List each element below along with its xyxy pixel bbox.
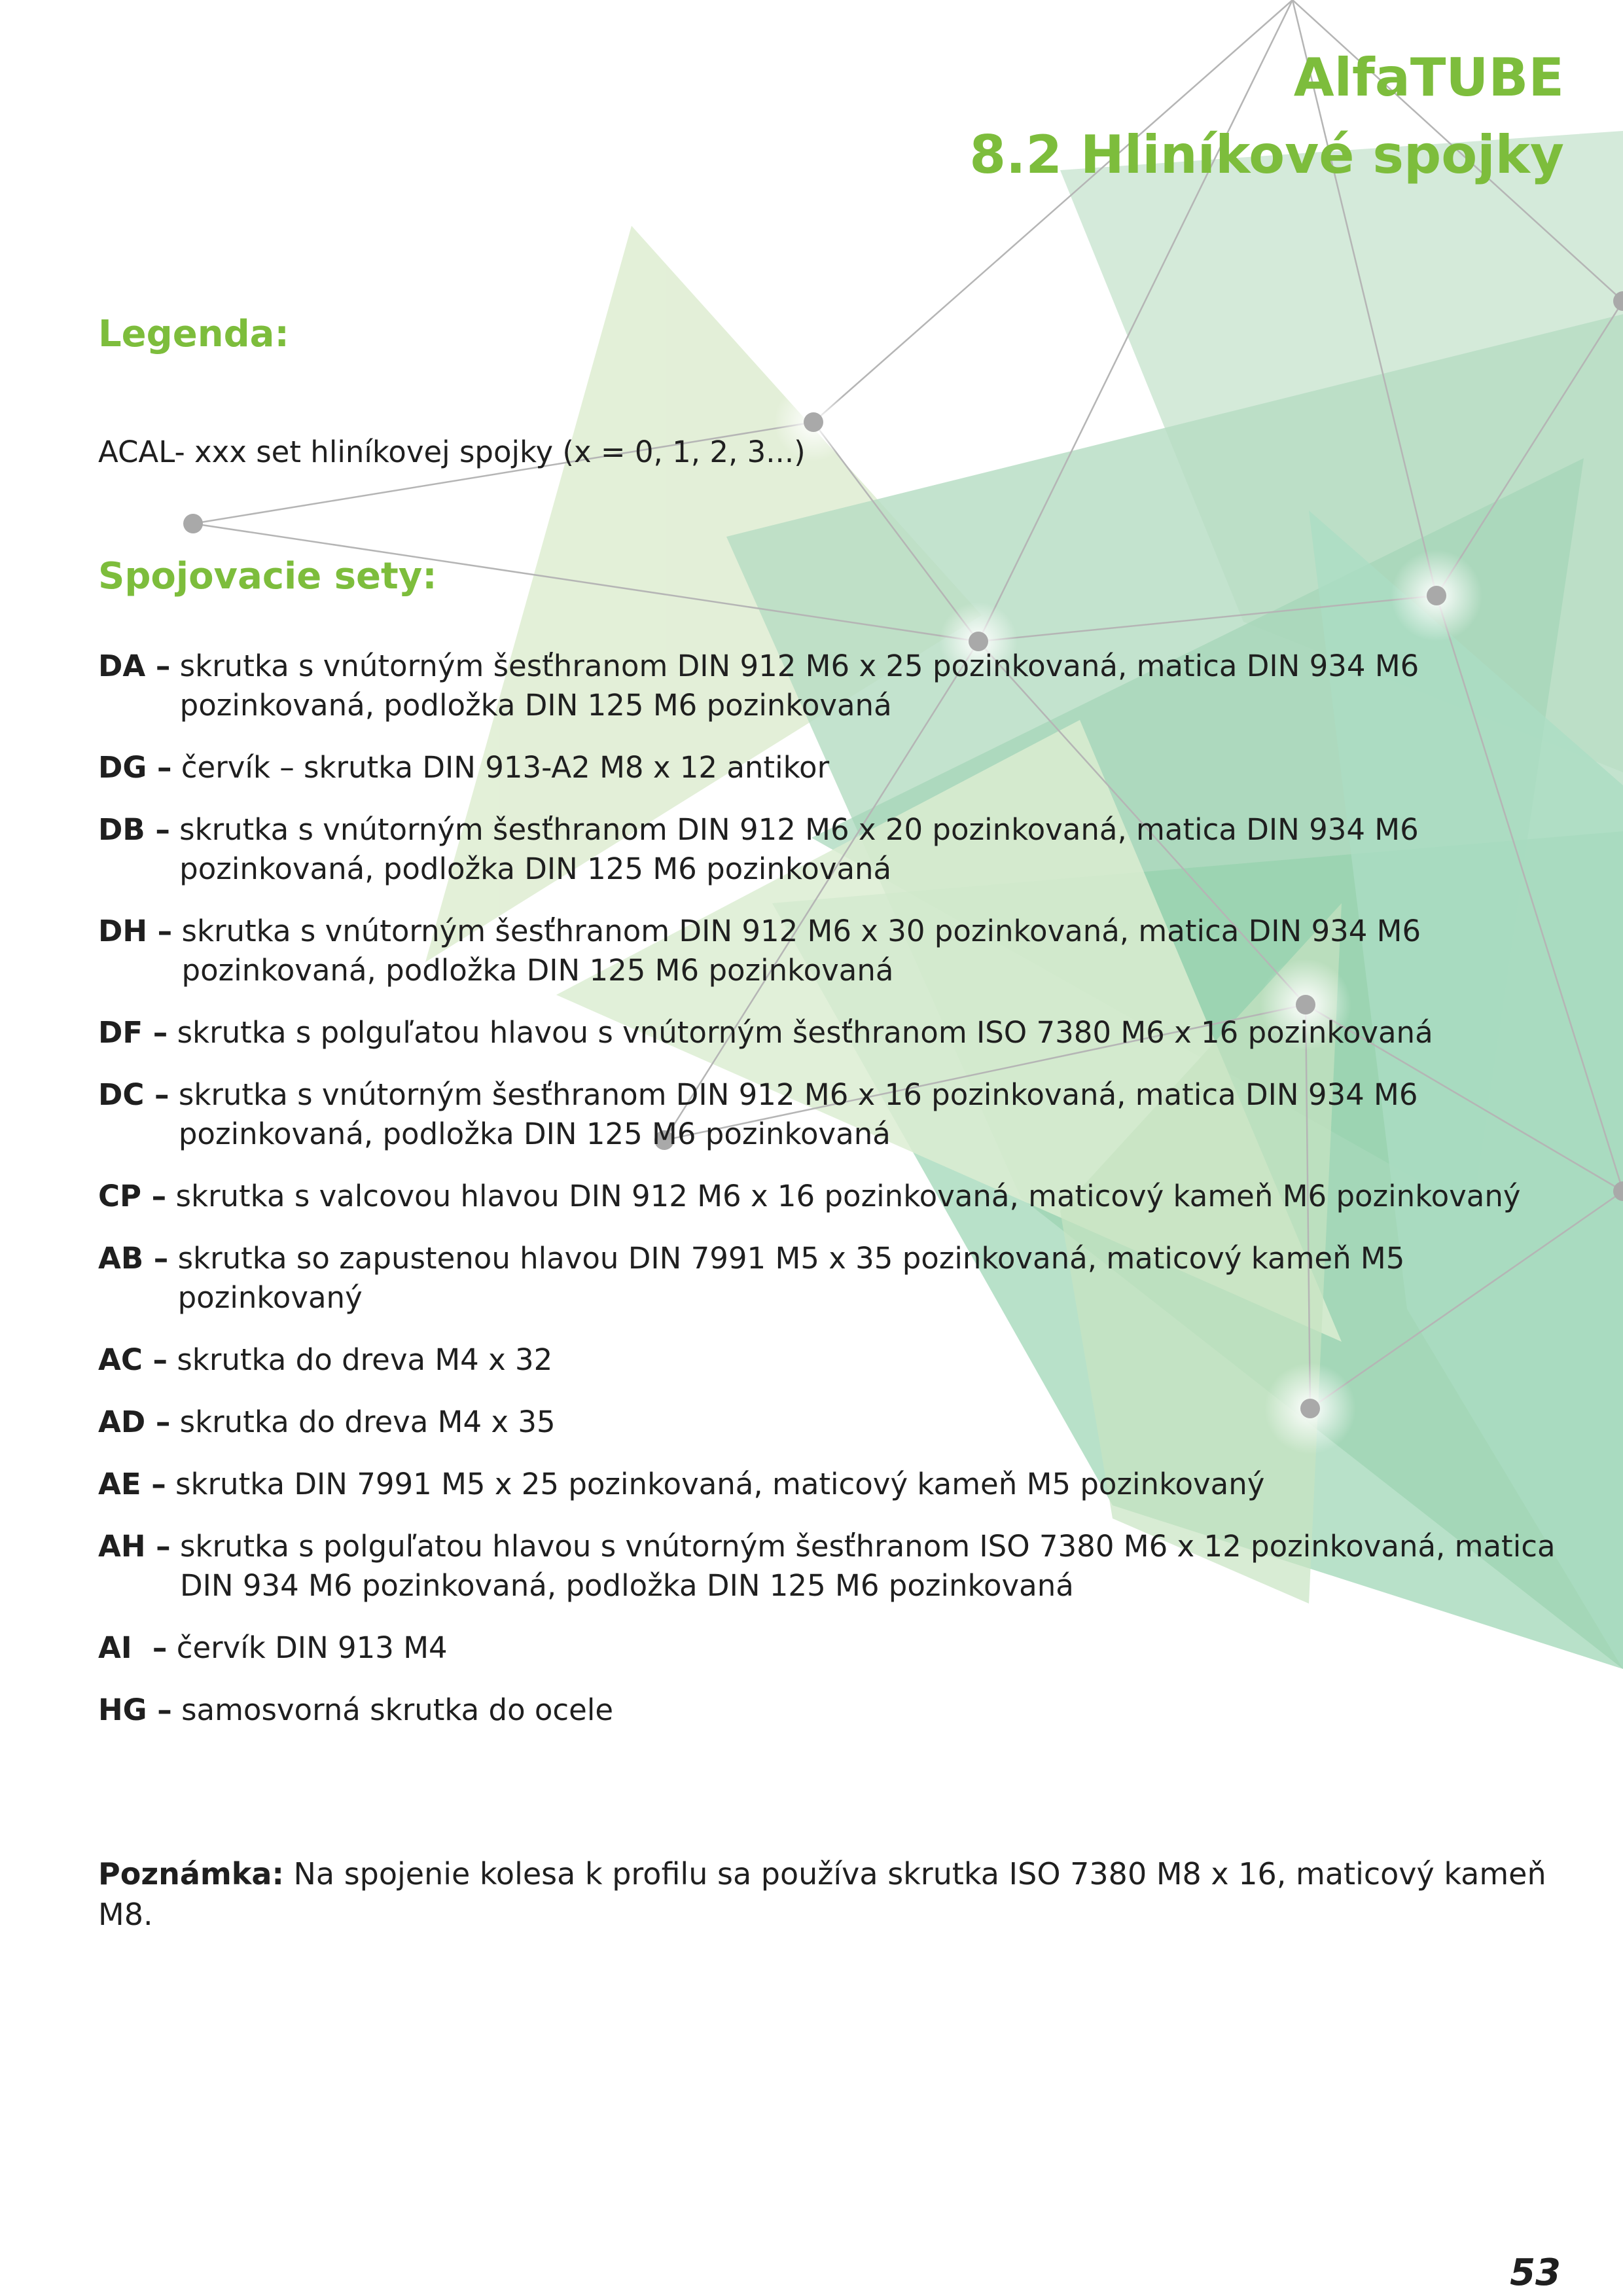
list-item	[98, 810, 1564, 889]
list-item	[98, 912, 1564, 990]
legend-text: ACAL- xxx set hliníkovej spojky (x = 0, 1, 2, 3...)	[98, 435, 806, 469]
set-code: AC –	[98, 1342, 168, 1377]
note-label: Poznámka:	[98, 1856, 284, 1892]
list-item	[98, 1691, 1564, 1730]
set-code: DF –	[98, 1015, 168, 1050]
page-header	[969, 39, 1564, 194]
set-description: skrutka so zapustenou hlavou DIN 7991 M5 x 35 pozinkovaná, maticový kameň M5 pozinkovaný	[177, 1241, 1405, 1315]
note	[98, 1854, 1564, 1935]
list-item	[98, 1527, 1564, 1605]
set-description: červík – skrutka DIN 913-A2 M8 x 12 antikor	[181, 750, 830, 785]
set-description: skrutka s polguľatou hlavou s vnútorným šesťhranom ISO 7380 M6 x 12 pozinkovaná, matica DIN 934 M6 pozinkovaná, podložka DIN 125 M6 pozinkovaná	[179, 1529, 1556, 1603]
list-item	[98, 1628, 1564, 1668]
set-description: červík DIN 913 M4	[176, 1630, 448, 1665]
set-code: AE –	[98, 1467, 166, 1501]
legend-heading: Legenda:	[98, 313, 289, 355]
set-description: skrutka s vnútorným šesťhranom DIN 912 M6 x 20 pozinkovaná, matica DIN 934 M6 pozinkovaná, podložka DIN 125 M6 pozinkovaná	[179, 812, 1419, 886]
set-code: AB –	[98, 1241, 169, 1276]
set-description: skrutka s vnútorným šesťhranom DIN 912 M6 x 16 pozinkovaná, matica DIN 934 M6 pozinkovaná, podložka DIN 125 M6 pozinkovaná	[178, 1077, 1418, 1151]
list-item	[98, 748, 1564, 787]
set-description: skrutka s vnútorným šesťhranom DIN 912 M6 x 30 pozinkovaná, matica DIN 934 M6 pozinkovaná, podložka DIN 125 M6 pozinkovaná	[181, 914, 1421, 988]
product-title: AlfaTUBE	[1293, 47, 1564, 108]
list-item	[98, 1177, 1564, 1216]
set-code: DA –	[98, 649, 171, 683]
set-code: DC –	[98, 1077, 169, 1112]
set-code: AD –	[98, 1405, 171, 1439]
set-description: skrutka do dreva M4 x 32	[177, 1342, 553, 1377]
set-description: samosvorná skrutka do ocele	[181, 1693, 614, 1727]
list-item	[98, 1403, 1564, 1442]
set-code: AI –	[98, 1630, 168, 1665]
list-item	[98, 1013, 1564, 1052]
list-item	[98, 1465, 1564, 1504]
sets-list	[98, 647, 1564, 1730]
page-number: 53	[1510, 2251, 1561, 2294]
note-text: Na spojenie kolesa k profilu sa používa skrutka ISO 7380 M8 x 16, maticový kameň M8.	[98, 1856, 1546, 1932]
sets-heading: Spojovacie sety:	[98, 555, 437, 598]
set-description: skrutka do dreva M4 x 35	[179, 1405, 556, 1439]
set-description: skrutka s valcovou hlavou DIN 912 M6 x 16 pozinkovaná, maticový kameň M6 pozinkovaný	[175, 1179, 1521, 1213]
set-description: skrutka s vnútorným šesťhranom DIN 912 M6 x 25 pozinkovaná, matica DIN 934 M6 pozinkovaná, podložka DIN 125 M6 pozinkovaná	[179, 649, 1419, 723]
list-item	[98, 647, 1564, 725]
set-description: skrutka s polguľatou hlavou s vnútorným šesťhranom ISO 7380 M6 x 16 pozinkovaná	[177, 1015, 1433, 1050]
set-code: DG –	[98, 750, 172, 785]
section-title: 8.2 Hliníkové spojky	[969, 124, 1564, 185]
set-code: CP –	[98, 1179, 167, 1213]
list-item	[98, 1075, 1564, 1154]
set-code: HG –	[98, 1693, 172, 1727]
set-description: skrutka DIN 7991 M5 x 25 pozinkovaná, maticový kameň M5 pozinkovaný	[175, 1467, 1265, 1501]
list-item	[98, 1340, 1564, 1380]
set-code: DB –	[98, 812, 170, 847]
set-code: AH –	[98, 1529, 171, 1564]
set-code: DH –	[98, 914, 173, 948]
list-item	[98, 1239, 1564, 1318]
